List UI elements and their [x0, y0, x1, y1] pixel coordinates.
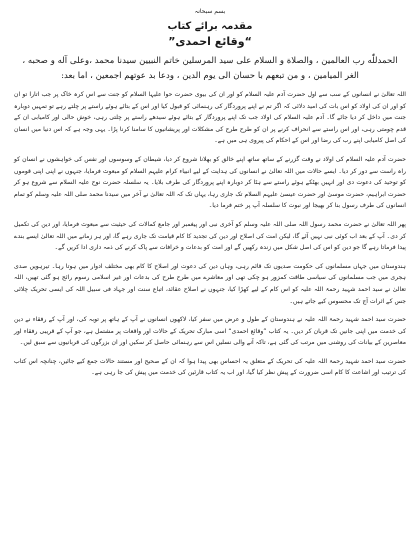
paragraph-3: پھر اللہ تعالیٰ نے حضرت محمد رسول اللہ صلی اللہ علیہ وسلم کو آخری نبی اور پیغمبر اور جامع کمالات کی حیثیت سے مبعوث فرمایا، اور دین کی تکمیل کر دی۔ آپ کے بعد اب کوئی نبی نہیں آئے گا، لیکن امت کی اصلاح اور دین کی تجدید کا کام قیامت تک جاری رہے گا، اور ہر زمانے میں اللہ تعالیٰ ایسے بندے پیدا فرماتا رہے گا جو دین کو اس کی اصل شکل میں زندہ رکھیں گے اور امت کو بدعات و خرافات سے پاک کرنے کی ذمہ داری ادا کریں گے۔ [14, 220, 406, 252]
paragraph-5: حضرت سید احمد شہید رحمۃ اللہ علیہ نے ہندوستان کے طول و عرض میں سفر کیا، لاکھوں انسانوں نے آپ کے ہاتھ پر توبہ کی، اور آپ کے رفقاء نے دین کی خدمت میں اپنی جانیں تک قربان کر دیں۔ یہ کتاب ”وقائع احمدی“ اسی مبارک تحریک کے حالات اور واقعات پر مشتمل ہے، جو آپ کے قریبی رفقاء اور معاصرین کے بیانات کی روشنی میں مرتب کی گئی ہے، تاکہ آنے والی نسلیں اس سے رہنمائی حاصل کر سکیں اور ان بزرگوں کی قربانیوں سے سبق لیں۔ [14, 316, 406, 347]
paragraph-1: اللہ تعالیٰ نے انسانوں کے سب سے اول حضرت آدم علیہ السلام کو اور ان کی بیوی حضرت حوا علیہا السلام کو جنت سے اس کرہ خاک پر جب اتارا تو ان کو اور ان کی اولاد کو اس بات کی امید دلائی کہ اگر تم نے اپنے پروردگار کی رہنمائی کو قبول کیا اور اس کے بتائے ہوئے راستے پر چلتے رہے تو تمہیں دوبارہ جنت میں داخل کر دیا جائے گا۔ آدم علیہ السلام کی اولاد جب تک اپنے پروردگار کے بتائے ہوئے سیدھے راستے پر چلتی رہی، خوش حالی اور کامیابی ان کے قدم چومتی رہی، اور اس راستے سے انحراف کرنے پر ان کو طرح طرح کی مشکلات اور پریشانیوں کا سامنا کرنا پڑا۔ یہی وجہ ہے کہ اس دنیا میں انسان کی اصل کامیابی اپنے رب کی رضا اور اس کے احکام کی پیروی ہی میں ہے۔ [14, 91, 406, 145]
arabic-opening: الحمدللّٰه رب العالمين ، والصلاة و السلام على سيد المرسلين خاتم النبيين سيدنا محمد ،وعلى آله و صحبه ، الغر الميامين ، و من تبعهم با حسان الى يوم الدين ، ودعا بد عوتهم اجمعين ، اما بعد: [22, 56, 398, 81]
bismillah-line: بسم سبحانہ [194, 8, 226, 15]
paragraph-4: ہندوستان میں جہاں مسلمانوں کی حکومت صدیوں تک قائم رہی، وہاں دین کی دعوت اور اصلاح کا کام بھی مختلف ادوار میں ہوتا رہا۔ تیرہویں صدی ہجری میں جب مسلمانوں کی سیاسی طاقت کمزور ہو چکی تھی اور معاشرے میں طرح طرح کی بدعات اور غیر اسلامی رسوم رائج ہو گئی تھیں، اللہ تعالیٰ نے سید احمد شہید رحمۃ اللہ علیہ کو اس کام کے لیے کھڑا کیا، جنہوں نے اصلاح عقائد، اتباع سنت اور جہاد فی سبیل اللہ کی ایسی تحریک چلائی جس کے اثرات آج تک محسوس کیے جاتے ہیں۔ [14, 262, 406, 305]
book-title: ”وقائع احمدی“ [168, 35, 252, 48]
paragraph-6: حضرت سید احمد شہید رحمۃ اللہ علیہ کی تحریک کے متعلق یہ احساس بھی پیدا ہوا کہ ان کے صحیح اور مستند حالات جمع کیے جائیں، چنانچہ اس کتاب کی ترتیب اور اشاعت کا کام اسی ضرورت کے پیش نظر کیا گیا، اور اب یہ کتاب قارئین کی خدمت میں پیش کی جا رہی ہے۔ [14, 357, 406, 377]
paragraph-2: حضرت آدم علیہ السلام کی اولاد نے وقت گزرنے کے ساتھ ساتھ اپنے خالق کو بھلانا شروع کر دیا، شیطان کے وسوسوں اور نفس کی خواہشوں نے انسان کو راہ راست سے دور کر دیا۔ ایسے حالات میں اللہ تعالیٰ نے انسانوں کی ہدایت کے لیے انبیاء کرام علیہم السلام کو مبعوث فرمایا، جنہوں نے اپنی اپنی قوموں کو توحید کی دعوت دی اور انہیں بھٹکے ہوئے راستے سے ہٹا کر دوبارہ اپنے پروردگار کی طرف بلایا۔ یہ سلسلہ حضرت نوح علیہ السلام سے شروع ہو کر حضرت ابراہیم، حضرت موسیٰ اور حضرت عیسیٰ علیہم السلام تک جاری رہا، یہاں تک کہ اللہ تعالیٰ نے آخر میں سیدنا محمد صلی اللہ علیہ وسلم کو تمام انسانوں کی طرف رسول بنا کر بھیجا اور نبوت کا سلسلہ آپ پر ختم فرما دیا۔ [14, 155, 406, 210]
document-title: مقدمہ برائے کتاب [167, 21, 253, 32]
